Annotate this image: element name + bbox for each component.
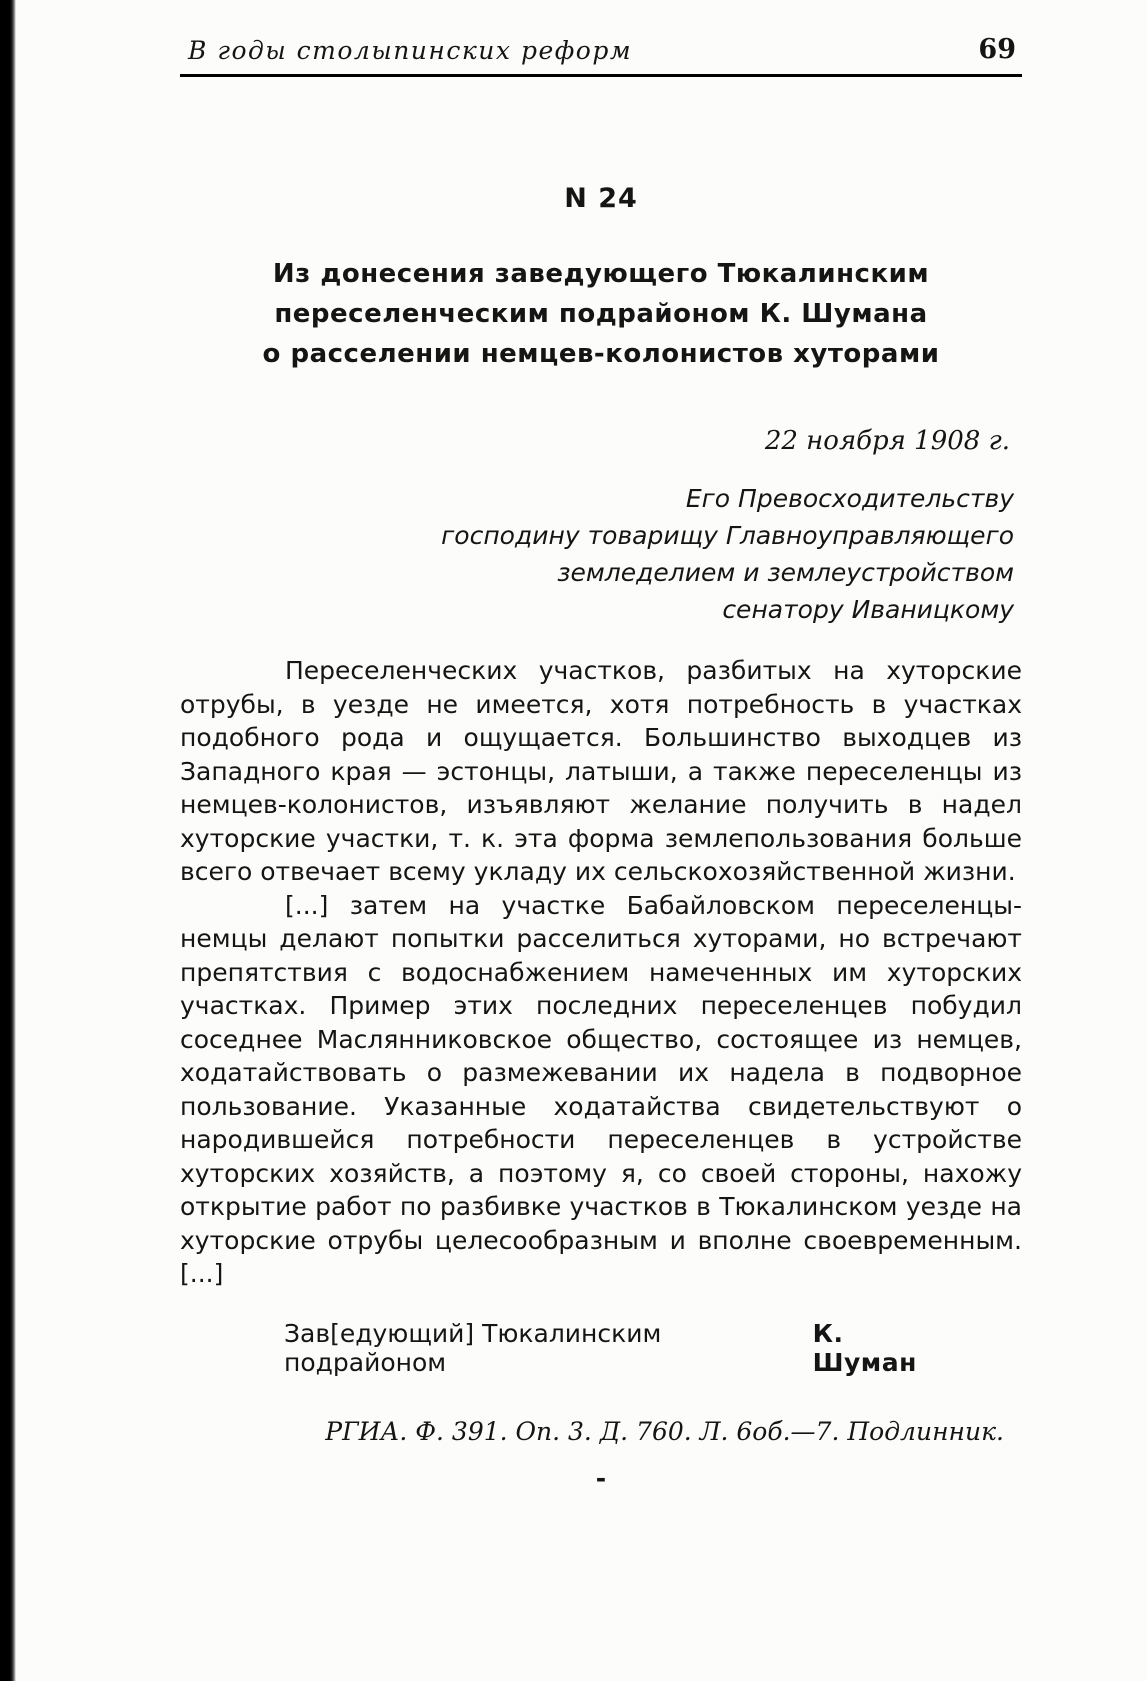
signature-row <box>180 1319 1022 1377</box>
separator-dash: - <box>595 1463 607 1493</box>
page-header <box>180 0 1022 65</box>
document-date: 22 ноября 1908 г. <box>764 426 1010 456</box>
scan-binding-shadow <box>0 0 16 1681</box>
document-title-line: о расселении немцев-колонистов хуторами <box>262 339 940 369</box>
addressee-line: сенатору Иваницкому <box>722 595 1014 624</box>
page-content <box>180 0 1022 1493</box>
signature-name: К. Шуман <box>812 1318 917 1377</box>
document-number: N 24 <box>564 183 638 214</box>
signature-role: Зав[едующий] Тюкалинским подрайоном <box>284 1318 662 1377</box>
page-number: 69 <box>978 34 1016 65</box>
document-title-line: переселенческим подрайоном К. Шумана <box>274 299 928 329</box>
document-title-line: Из донесения заведующего Тюкалинским <box>272 259 930 289</box>
document-body <box>180 654 1022 1291</box>
body-paragraph: [...] затем на участке Бабайловском переселенцы-немцы делают попытки расселиться хуторами, но встречают препятствия с водоснабжением намеченных им хуторских участках. Пример этих последних переселенцев побудил соседнее Маслянниковское общество, состоящее из немцев, ходатайствовать о размежевании их надела в подворное пользование. Указанные ходатайства свидетельствуют о народившейся потребности переселенцев в устройстве хуторских хозяйств, а поэтому я, со своей стороны, нахожу открытие работ по разбивке участков в Тюкалинском уезде на хуторские отрубы целесообразным и вполне своевременным. [...] <box>180 890 1022 1288</box>
body-paragraph: Переселенческих участков, разбитых на хуторские отрубы, в уезде не имеется, хотя потребность в участках подобного рода и ощущается. Большинство выходцев из Западного края — эстонцы, латыши, а также переселенцы из немцев-колонистов, изъявляют желание получить в надел хуторские участки, т. к. эта форма землепользования больше всего отвечает всему укладу их сельскохозяйственной жизни. <box>180 656 1022 886</box>
archival-source: РГИА. Ф. 391. Оп. 3. Д. 760. Л. 6об.—7. Подлинник. <box>325 1416 1004 1446</box>
addressee-block <box>180 480 1022 628</box>
running-title: В годы столыпинских реформ <box>188 36 633 65</box>
document-title <box>180 254 1022 374</box>
addressee-line: Его Превосходительству <box>685 484 1014 513</box>
addressee-line: господину товарищу Главноуправляющего <box>441 521 1014 550</box>
addressee-line: земледелием и землеустройством <box>557 558 1014 587</box>
header-rule <box>180 74 1022 81</box>
